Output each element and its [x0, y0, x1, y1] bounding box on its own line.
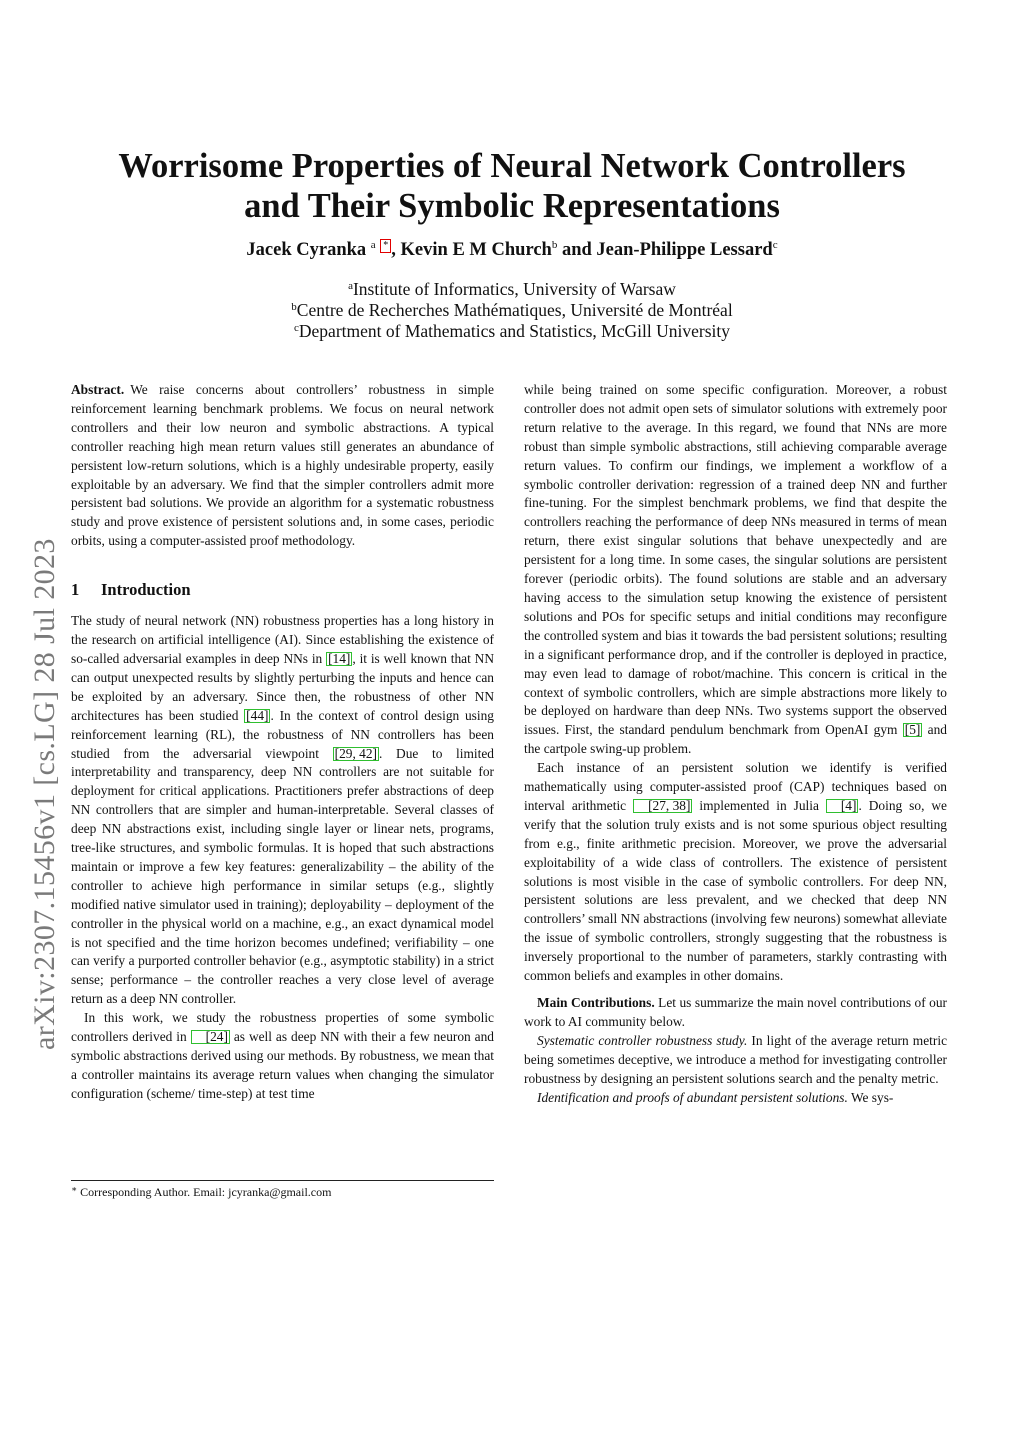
affiliation-c-mark: c [294, 322, 299, 334]
contribution-2-label: Identification and proofs of abundant persistent solutions. [537, 1089, 848, 1105]
text-run: . In the context of control design using reinforcement learning (RL), the robustness of NN controllers has been studied from the adversarial viewpoint [71, 707, 494, 761]
main-contributions-label: Main Contributions. [537, 995, 655, 1010]
paper-title [60, 146, 964, 226]
affiliation-b-mark: b [291, 301, 297, 313]
affiliation-c [60, 321, 964, 342]
affiliation-a-mark: a [348, 280, 353, 292]
intro-paragraph-2 [71, 1009, 494, 1104]
affiliation-a [60, 279, 964, 300]
main-contributions-paragraph [524, 994, 947, 1032]
text-run: while being trained on some specific configuration. Moreover, a robust controller does not admit open sets of simulator solutions with extremely poor return relative to the average. In this regard, we found that NNs are more robust than simple symbolic abstractions, still achieving comparable average return values. To confirm our findings, we implement a workflow of a symbolic controller derivation: regression of a trained deep NN and further fine-tuning. For the simplest benchmark problems, we find that despite the controllers reaching the performance of deep NNs measured in terms of mean return, there exist singular solutions that behave unexpectedly and are persistent for a long time. In some cases, the singular solutions are persistent forever (periodic orbits). The found solutions are stable and an adversary having access to the simulation setup knowing the existence of persistent solutions and POs for specific setups and initial conditions may reconfigure the controlled system and bias it towards the bad persistent solutions; resulting in a significant performance drop, and if the controller is deployed in practice, may even lead to damage of robot/machine. This concern is critical in the context of symbolic controllers, which are simple abstractions more likely to be deployed on hardware than deep NNs. Two systems support the observed issues. First, the standard pendulum benchmark from OpenAI gym [524, 382, 947, 738]
title-line-2: and Their Symbolic Representations [244, 187, 780, 225]
intro-paragraph-1 [71, 612, 494, 1009]
footnote-mark: ∗ [71, 1184, 78, 1194]
text-run: Each instance of an persistent solution we identify is verified mathematically using computer-assisted proof (CAP) techniques based on interval arithmetic [524, 760, 947, 813]
author-2-name: , Kevin E M Church [391, 240, 552, 260]
affiliation-b [60, 300, 964, 321]
citation-link[interactable]: [24] [191, 1030, 230, 1044]
abstract-label: Abstract. [71, 382, 125, 397]
right-paragraph-1 [524, 381, 947, 759]
text-run: Let us summarize the main novel contributions of our work to AI community below. [524, 995, 947, 1029]
citation-link[interactable]: [4] [826, 799, 859, 813]
author-3-name: and Jean-Philippe Lessard [557, 240, 773, 260]
right-paragraph-2 [524, 759, 947, 986]
affiliation-b-text: Centre de Recherches Mathématiques, Université de Montréal [296, 300, 733, 320]
footnote-text: Corresponding Author. Email: jcyranka@gmail.com [77, 1185, 332, 1199]
affiliation-c-text: Department of Mathematics and Statistics, McGill University [298, 321, 730, 341]
contribution-1 [524, 1032, 947, 1089]
left-column [71, 381, 494, 1104]
author-3-affil-mark: c [772, 239, 778, 251]
section-title: Introduction [101, 580, 191, 600]
citation-link[interactable]: [29, 42] [334, 745, 378, 761]
footnote-divider [71, 1180, 494, 1181]
text-run: implemented in Julia [692, 797, 826, 813]
text-run: . Doing so, we verify that the solution truly exists and is not some spurious object resulting from e.g., finite arithmetic precision. Moreover, we prove the adversarial exploitability of a wide class of controllers. The existence of persistent solutions is most visible in the case of symbolic controllers. For deep NN, persistent solutions are less prevalent, and we checked that deep NN controllers’ small NN abstractions (involving few neurons) somewhat alleviate the issue of symbolic controllers, strongly suggesting that the robustness is inversely proportional to the number of parameters, starkly contrasting with common beliefs and examples in other domains. [524, 797, 947, 984]
text-run: as well as deep NN with their a few neuron and symbolic abstractions derived using our methods. By robustness, we mean that a controller maintains its average return values when changing the simulator configuration (scheme/ time-step) at test time [71, 1029, 495, 1101]
text-run: , it is well known that NN can output unexpected results by slightly perturbing the inputs and hence can be exploited by an adversary. Since then, the robustness of other NN architectures has been studied [71, 650, 494, 723]
contribution-1-label: Systematic controller robustness study. [537, 1032, 748, 1048]
abstract-text: We raise concerns about controllers’ robustness in simple reinforcement learning benchmark problems. We focus on neural network controllers and their low neuron and symbolic abstractions. A typical controller reaching high mean return values still generates an abundance of persistent low-return solutions, which is a highly undesirable property, easily exploitable by an adversary. We find that the simpler controllers admit more persistent bad solutions. We provide an algorithm for a systematic robustness study and prove existence of persistent solutions and, in some cases, periodic orbits, using a computer-assisted proof methodology. [71, 382, 494, 549]
abstract [71, 381, 494, 551]
text-run: . Due to limited interpretability and transparency, deep NN controllers are not suitable for deployment for critical applications. Practitioners prefer abstractions of deep NN controllers that are simpler and human-interpretable. Several classes of deep NN abstractions exist, including single layer or linear nets, programs, tree-like structures, and symbolic formulas. It is hoped that such abstractions maintain or improve a few key features: generalizability – the ability of the controller to achieve high performance in similar setups (e.g., slightly modified native simulator used in training); deployability – deployment of the controller in the physical world on a machine, e.g., an exact dynamical model is not specified and the time horizon becomes undefined; verifiability – one can verify a purported controller behavior (e.g., asymptotic stability) in a strict sense; performance – the controller reaches a very close level of average return as a deep NN controller. [71, 745, 494, 1007]
contribution-2 [524, 1089, 947, 1108]
author-2-affil-mark: b [551, 239, 558, 251]
text-run: We sys- [847, 1089, 894, 1105]
section-number: 1 [71, 580, 80, 600]
citation-link[interactable]: [44] [246, 707, 269, 723]
text-run: The study of neural network (NN) robustness properties has a long history in the research on artificial intelligence (AI). Since establishing the existence of so-called adversarial examples in deep NNs in [71, 613, 494, 666]
author-1-name: Jacek Cyranka [246, 240, 367, 260]
author-list [60, 238, 964, 262]
text-run: In this work, we study the robustness properties of some symbolic controllers derived in [71, 1010, 494, 1045]
arxiv-identifier-stamp: arXiv:2307.15456v1 [cs.LG] 28 Jul 2023 [28, 538, 61, 1050]
author-1-affil-mark: a [370, 239, 376, 251]
citation-link[interactable]: [14] [328, 650, 351, 666]
citation-link[interactable]: [5] [904, 722, 921, 738]
footnote [71, 1185, 494, 1200]
corresponding-author-link[interactable]: * [380, 239, 391, 253]
affiliation-a-text: Institute of Informatics, University of Warsaw [352, 279, 676, 299]
right-column [524, 381, 947, 1107]
citation-link[interactable]: [27, 38] [633, 799, 692, 813]
text-run: In light of the average return metric being sometimes deceptive, we introduce a method for investigating controller robustness by designing an persistent solutions search and the penalty metric. [524, 1032, 948, 1086]
text-run: and the cartpole swing-up problem. [524, 722, 947, 757]
title-line-1: Worrisome Properties of Neural Network Controllers [118, 147, 906, 185]
affiliation-list [60, 279, 964, 342]
section-heading-introduction [71, 580, 494, 600]
